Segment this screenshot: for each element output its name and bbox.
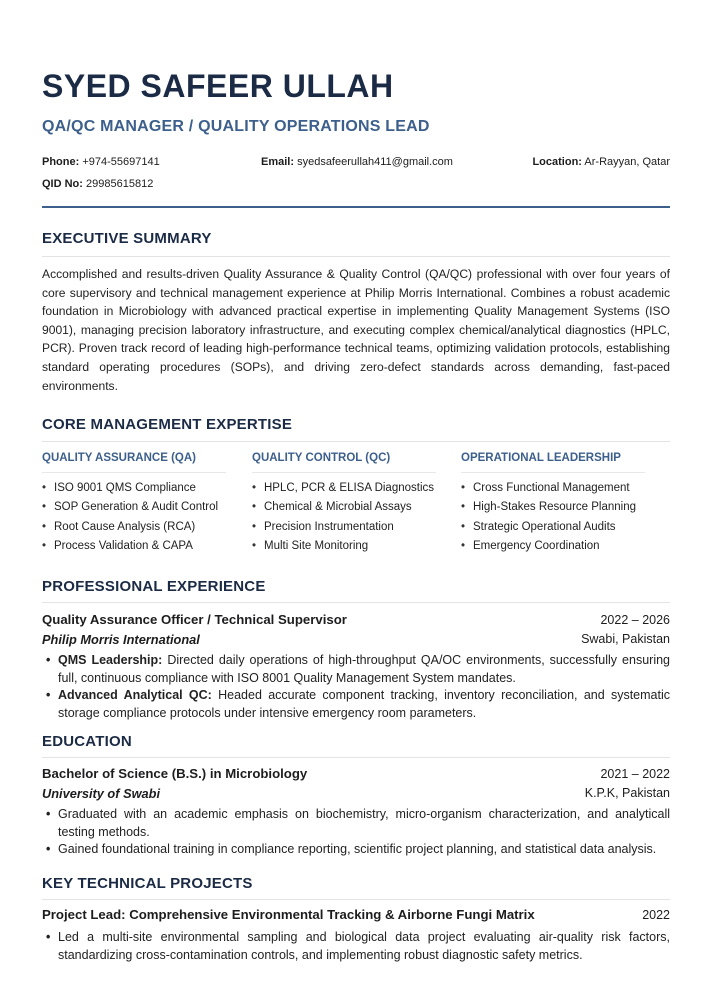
location-value: Ar-Rayyan, Qatar xyxy=(584,156,670,168)
expertise-column-title: QUALITY ASSURANCE (QA) xyxy=(42,452,196,464)
expertise-column-title: QUALITY CONTROL (QC) xyxy=(252,452,391,464)
location-label: Location: xyxy=(532,156,582,168)
project-year: 2022 xyxy=(642,908,670,922)
qid-value: 29985615812 xyxy=(86,178,154,190)
expertise-item: • SOP Generation & Audit Control xyxy=(42,498,242,517)
candidate-name: SYED SAFEER ULLAH xyxy=(42,68,394,104)
list-item: • Graduated with an academic emphasis on biochemistry, micro-organism characterization, and analyticall testing methods. xyxy=(46,806,670,841)
qid-line xyxy=(42,178,153,190)
list-item xyxy=(46,652,670,687)
expertise-column xyxy=(42,452,242,556)
expertise-item: • Cross Functional Management xyxy=(461,479,661,498)
phone-line xyxy=(42,156,160,168)
expertise-column-title: OPERATIONAL LEADERSHIP xyxy=(461,452,621,464)
email-line xyxy=(261,156,453,168)
degree-dates: 2021 – 2022 xyxy=(600,767,670,781)
summary-text: Accomplished and results-driven Quality Assurance & Quality Control (QA/QC) professional with over four years of core supervisory and technical management experience at Philip Morris International. Combines a robust academic foundation in Microbiology with advanced practical expertise in implementing Quality Management Systems (ISO 9001), managing precision laboratory infrastructure, and executing complex chemical/analytical diagnostics (HPLC, PCR). Proven track record of leading high-performance technical teams, optimizing validation protocols, establishing standard operating procedures (SOPs), and driving zero-defect standards across demanding, fast-paced environments. xyxy=(42,267,670,393)
section-heading-expertise: CORE MANAGEMENT EXPERTISE xyxy=(42,416,293,433)
job-bullets xyxy=(46,652,670,722)
expertise-item: • Chemical & Microbial Assays xyxy=(252,498,452,517)
expertise-item: • High-Stakes Resource Planning xyxy=(461,498,661,517)
job-location: Swabi, Pakistan xyxy=(581,632,670,646)
email-label: Email: xyxy=(261,156,295,168)
degree-title: Bachelor of Science (B.S.) in Microbiology xyxy=(42,766,308,781)
expertise-column xyxy=(252,452,452,556)
column-divider xyxy=(461,472,645,473)
expertise-item: • Root Cause Analysis (RCA) xyxy=(42,518,242,537)
expertise-column xyxy=(461,452,661,556)
section-heading-experience: PROFESSIONAL EXPERIENCE xyxy=(42,578,266,595)
section-divider xyxy=(42,602,670,603)
expertise-item: • HPLC, PCR & ELISA Diagnostics xyxy=(252,479,452,498)
header-divider xyxy=(42,206,670,208)
candidate-title: QA/QC MANAGER / QUALITY OPERATIONS LEAD xyxy=(42,118,430,135)
expertise-item: • Precision Instrumentation xyxy=(252,518,452,537)
project-bullets xyxy=(46,929,670,964)
location-line xyxy=(532,156,670,168)
job-company: Philip Morris International xyxy=(42,632,200,647)
list-item: • Led a multi-site environmental sampling and biological data project evaluating air-quality risk factors, standardizing cross-contamination controls, and implementing robust diagnostic safety metrics. xyxy=(46,929,670,964)
section-divider xyxy=(42,757,670,758)
column-divider xyxy=(42,472,226,473)
education-bullets xyxy=(46,806,670,859)
expertise-item: • ISO 9001 QMS Compliance xyxy=(42,479,242,498)
expertise-item: • Strategic Operational Audits xyxy=(461,518,661,537)
column-divider xyxy=(252,472,436,473)
expertise-item: • Emergency Coordination xyxy=(461,537,661,556)
section-heading-education: EDUCATION xyxy=(42,733,132,750)
bullet-text: Directed daily operations of high-throughput QA/OC environments, successfully ensuring full, continuous compliance with ISO 8001 Quality Management System mandates. xyxy=(58,653,670,685)
bullet-label: QMS Leadership: xyxy=(58,653,163,667)
email-value[interactable]: syedsafeerullah411@gmail.com xyxy=(297,156,453,168)
bullet-label: Advanced Analytical QC: xyxy=(58,688,212,703)
phone-label: Phone: xyxy=(42,156,80,168)
school-name: University of Swabi xyxy=(42,786,161,801)
section-divider xyxy=(42,256,670,257)
expertise-item: • Multi Site Monitoring xyxy=(252,537,452,556)
list-item xyxy=(46,687,670,722)
phone-value: +974-55697141 xyxy=(82,156,160,168)
section-divider xyxy=(42,899,670,900)
expertise-item: • Process Validation & CAPA xyxy=(42,537,242,556)
section-divider xyxy=(42,441,670,442)
school-location: K.P.K, Pakistan xyxy=(584,786,670,800)
list-item: • Gained foundational training in compliance reporting, scientific project planning, and statistical data analysis. xyxy=(46,841,670,859)
job-dates: 2022 – 2026 xyxy=(600,613,670,627)
job-title: Quality Assurance Officer / Technical Supervisor xyxy=(42,612,347,627)
section-heading-projects: KEY TECHNICAL PROJECTS xyxy=(42,875,253,892)
project-title: Project Lead: Comprehensive Environmental Tracking & Airborne Fungi Matrix xyxy=(42,907,535,922)
bullet-text: Headed accurate component tracking, inventory reconciliation, and systematic storage compliance protocols under intensive emergency room parameters. xyxy=(58,688,670,720)
qid-label: QID No: xyxy=(42,178,83,190)
section-heading-summary: EXECUTIVE SUMMARY xyxy=(42,230,212,247)
